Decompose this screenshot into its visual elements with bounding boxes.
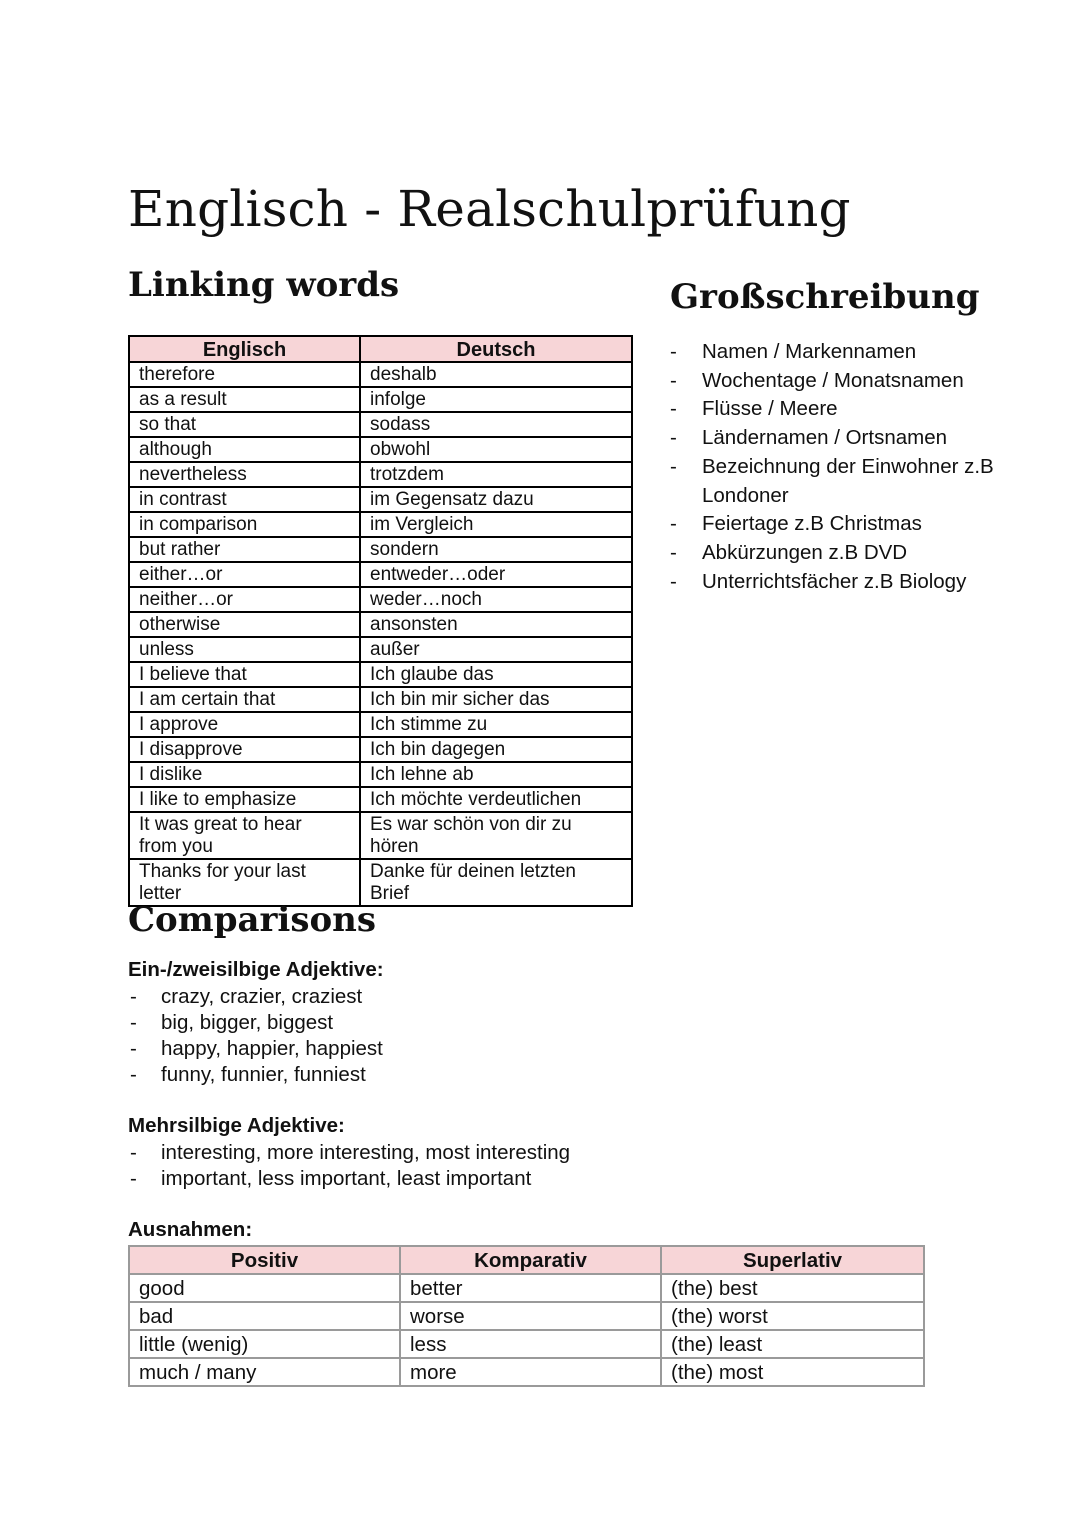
german-cell: Ich stimme zu [360,712,632,737]
linking-words-heading: Linking words [128,265,400,305]
table-row [129,1358,924,1386]
single-syllable-heading: Ein-/zweisilbige Adjektive: [128,958,384,981]
table-row [129,687,632,712]
german-cell: weder…noch [360,587,632,612]
english-cell: I disapprove [129,737,360,762]
german-cell: trotzdem [360,462,632,487]
table-cell: worse [400,1302,661,1330]
list-item: - Namen / Markennamen [670,338,1070,367]
list-item: - Abkürzungen z.B DVD [670,539,1070,568]
table-row [129,712,632,737]
table-cell: less [400,1330,661,1358]
list-item: - happy, happier, happiest [128,1036,383,1062]
table-row [129,737,632,762]
grossschreibung-heading: Großschreibung [670,277,980,317]
table-row [129,1330,924,1358]
table-header-row [129,1246,924,1274]
table-cell: (the) most [661,1358,924,1386]
german-cell: Ich glaube das [360,662,632,687]
german-cell: im Vergleich [360,512,632,537]
table-row [129,362,632,387]
english-cell: in comparison [129,512,360,537]
english-cell: although [129,437,360,462]
table-row [129,387,632,412]
list-item: - Wochentage / Monatsnamen [670,367,1070,396]
english-cell: I am certain that [129,687,360,712]
table-cell: much / many [129,1358,400,1386]
comparisons-heading: Comparisons [128,900,377,940]
english-cell: neither…or [129,587,360,612]
table-row [129,437,632,462]
column-header: Superlativ [661,1246,924,1274]
list-item: - Feiertage z.B Christmas [670,510,1070,539]
table-row [129,462,632,487]
table-cell: more [400,1358,661,1386]
list-item: - big, bigger, biggest [128,1010,383,1036]
grossschreibung-list [670,338,1070,596]
list-item: - interesting, more interesting, most interesting [128,1140,570,1166]
table-cell: (the) least [661,1330,924,1358]
table-row [129,612,632,637]
table-row [129,562,632,587]
german-cell: Ich lehne ab [360,762,632,787]
english-cell: unless [129,637,360,662]
linking-words-table [128,335,633,907]
german-cell: Ich möchte verdeutlichen [360,787,632,812]
linking-words-body [129,362,632,906]
table-row [129,412,632,437]
column-header: Komparativ [400,1246,661,1274]
english-cell: I like to emphasize [129,787,360,812]
table-cell: little (wenig) [129,1330,400,1358]
table-cell: better [400,1274,661,1302]
multi-syllable-list [128,1140,570,1192]
table-row [129,812,632,859]
list-item: - important, less important, least important [128,1166,570,1192]
english-cell: Thanks for your last letter [129,859,360,906]
list-item: - Flüsse / Meere [670,395,1070,424]
german-cell: entweder…oder [360,562,632,587]
german-cell: sodass [360,412,632,437]
page-title: Englisch - Realschulprüfung [128,180,851,238]
table-row [129,637,632,662]
table-row [129,487,632,512]
english-cell: as a result [129,387,360,412]
english-cell: in contrast [129,487,360,512]
english-cell: I believe that [129,662,360,687]
german-cell: deshalb [360,362,632,387]
english-cell: therefore [129,362,360,387]
column-header: Positiv [129,1246,400,1274]
list-item: - Bezeichnung der Einwohner z.B Londoner [670,453,1070,510]
table-cell: (the) worst [661,1302,924,1330]
exceptions-table [128,1245,925,1387]
table-row [129,587,632,612]
column-header-englisch: Englisch [129,336,360,362]
list-item: - Ländernamen / Ortsnamen [670,424,1070,453]
german-cell: ansonsten [360,612,632,637]
table-row [129,762,632,787]
german-cell: infolge [360,387,632,412]
english-cell: I dislike [129,762,360,787]
german-cell: im Gegensatz dazu [360,487,632,512]
table-cell: (the) best [661,1274,924,1302]
german-cell: obwohl [360,437,632,462]
english-cell: It was great to hear from you [129,812,360,859]
table-cell: good [129,1274,400,1302]
english-cell: so that [129,412,360,437]
column-header-deutsch: Deutsch [360,336,632,362]
table-row [129,859,632,906]
german-cell: Danke für deinen letzten Brief [360,859,632,906]
german-cell: Ich bin dagegen [360,737,632,762]
english-cell: either…or [129,562,360,587]
german-cell: sondern [360,537,632,562]
english-cell: but rather [129,537,360,562]
single-syllable-list [128,984,383,1088]
german-cell: Es war schön von dir zu hören [360,812,632,859]
exceptions-heading: Ausnahmen: [128,1218,253,1241]
table-row [129,1274,924,1302]
list-item: - Unterrichtsfächer z.B Biology [670,568,1070,597]
table-row [129,537,632,562]
table-row [129,512,632,537]
table-row [129,787,632,812]
english-cell: otherwise [129,612,360,637]
english-cell: I approve [129,712,360,737]
list-item: - crazy, crazier, craziest [128,984,383,1010]
table-row [129,662,632,687]
german-cell: außer [360,637,632,662]
table-row [129,1302,924,1330]
list-item: - funny, funnier, funniest [128,1062,383,1088]
exceptions-body [129,1274,924,1386]
table-header-row [129,336,632,362]
german-cell: Ich bin mir sicher das [360,687,632,712]
table-cell: bad [129,1302,400,1330]
multi-syllable-heading: Mehrsilbige Adjektive: [128,1114,345,1137]
english-cell: nevertheless [129,462,360,487]
